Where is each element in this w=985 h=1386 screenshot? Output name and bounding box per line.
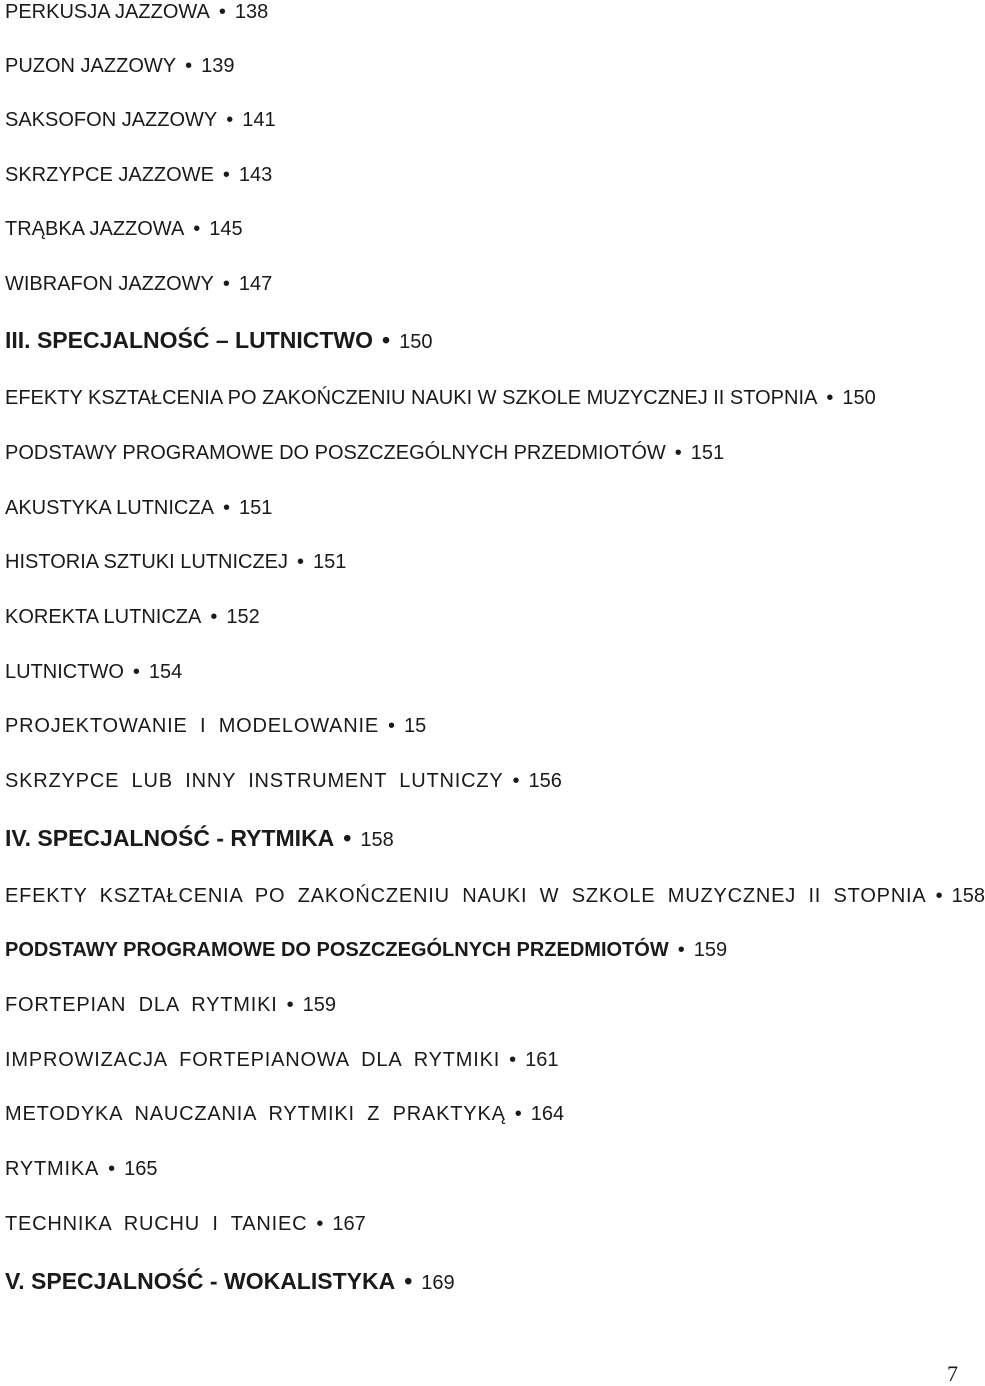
bullet-icon: •	[512, 770, 520, 792]
toc-entry-title: AKUSTYKA LUTNICZA	[5, 497, 214, 519]
toc-entry-saksofon-jazzowy	[5, 108, 276, 132]
toc-entry-title: EFEKTY KSZTAŁCENIA PO ZAKOŃCZENIU NAUKI W SZKOLE MUZYCZNEJ II STOPNIA	[5, 387, 818, 409]
bullet-icon: •	[132, 661, 140, 683]
toc-entry-title: PROJEKTOWANIE I MODELOWANIE	[5, 715, 380, 737]
toc-entry-title: HISTORIA SZTUKI LUTNICZEJ	[5, 551, 288, 573]
toc-entry-page: 159	[302, 994, 336, 1016]
toc-entry-title: PUZON JAZZOWY	[5, 55, 177, 77]
toc-entry-title: FORTEPIAN DLA RYTMIKI	[5, 994, 278, 1016]
toc-entry-page: 165	[124, 1158, 158, 1180]
toc-entry-title: KOREKTA LUTNICZA	[5, 606, 202, 628]
bullet-icon: •	[677, 939, 685, 961]
toc-entry-page: 169	[421, 1272, 455, 1294]
toc-entry-page: 159	[693, 939, 728, 961]
toc-entry-skrzypce-jazzowe	[5, 163, 272, 187]
toc-entry-lutnictwo	[5, 660, 182, 684]
bullet-icon: •	[222, 273, 230, 295]
toc-heading-title: III. SPECJALNOŚĆ – LUTNICTWO	[5, 327, 374, 353]
toc-entry-page: 161	[525, 1049, 559, 1071]
toc-entry-page: 139	[201, 55, 235, 77]
toc-entry-page: 141	[242, 109, 276, 131]
toc-entry-page: 152	[226, 606, 260, 628]
toc-entry-wibrafon-jazzowy	[5, 272, 272, 296]
toc-entry-perkusja-jazzowa	[5, 0, 268, 24]
toc-entry-title: TECHNIKA RUCHU I TANIEC	[5, 1213, 308, 1235]
toc-entry-page: 167	[332, 1213, 366, 1235]
toc-heading-title: V. SPECJALNOŚĆ - WOKALISTYKA	[5, 1268, 396, 1294]
bullet-icon: •	[509, 1049, 517, 1071]
bullet-icon: •	[674, 442, 682, 464]
toc-heading-title: IV. SPECJALNOŚĆ - RYTMIKA	[5, 825, 335, 851]
toc-entry-page: 151	[238, 497, 273, 519]
toc-heading-lutnictwo	[5, 328, 432, 354]
bullet-icon: •	[185, 55, 193, 77]
toc-entry-page: 145	[209, 218, 243, 240]
toc-entry-title: WIBRAFON JAZZOWY	[5, 273, 214, 295]
bullet-icon: •	[297, 551, 305, 573]
bullet-icon: •	[226, 109, 234, 131]
bullet-icon: •	[382, 327, 391, 353]
toc-entry-podstawy-lutnictwo	[5, 441, 724, 465]
bullet-icon: •	[514, 1103, 522, 1125]
bullet-icon: •	[404, 1268, 413, 1294]
toc-entry-title: EFEKTY KSZTAŁCENIA PO ZAKOŃCZENIU NAUKI W SZKOLE MUZYCZNEJ II STOPNIA	[5, 885, 927, 907]
toc-entry-page: 150	[399, 331, 433, 353]
toc-entry-korekta-lutnicza	[5, 605, 260, 629]
toc-entry-title: SKRZYPCE JAZZOWE	[5, 164, 214, 186]
toc-entry-page: 15	[404, 715, 427, 737]
toc-entry-title: IMPROWIZACJA FORTEPIANOWA DLA RYTMIKI	[5, 1049, 501, 1071]
toc-entry-page: 150	[842, 387, 876, 409]
bullet-icon: •	[222, 164, 230, 186]
toc-entry-page: 158	[951, 885, 985, 907]
bullet-icon: •	[193, 218, 201, 240]
bullet-icon: •	[222, 497, 230, 519]
bullet-icon: •	[286, 994, 294, 1016]
toc-entry-title: PODSTAWY PROGRAMOWE DO POSZCZEGÓLNYCH PRZEDMIOTÓW	[5, 442, 666, 464]
toc-entry-trabka-jazzowa	[5, 217, 243, 241]
toc-entry-fortepian-dla-rytmiki	[5, 993, 336, 1017]
toc-entry-page: 151	[313, 551, 347, 573]
toc-entry-page: 156	[528, 770, 562, 792]
toc-entry-historia-sztuki-lutniczej	[5, 550, 346, 574]
bullet-icon: •	[826, 387, 834, 409]
bullet-icon: •	[388, 715, 396, 737]
page-number: 7	[947, 1361, 958, 1386]
toc-entry-title: TRĄBKA JAZZOWA	[5, 218, 185, 240]
toc-entry-metodyka	[5, 1102, 564, 1126]
toc-entry-title: SAKSOFON JAZZOWY	[5, 109, 218, 131]
toc-entry-puzon-jazzowy	[5, 54, 235, 78]
toc-entry-title: RYTMIKA	[5, 1158, 100, 1180]
toc-entry-title: LUTNICTWO	[5, 661, 124, 683]
bullet-icon: •	[218, 1, 226, 23]
toc-entry-title: SKRZYPCE LUB INNY INSTRUMENT LUTNICZY	[5, 770, 504, 792]
toc-entry-title: PERKUSJA JAZZOWA	[5, 1, 210, 23]
toc-entry-rytmika	[5, 1157, 158, 1181]
toc-entry-page: 158	[360, 829, 394, 851]
toc-entry-akustyka-lutnicza	[5, 496, 272, 520]
toc-entry-efekty-rytmika	[5, 884, 985, 908]
toc-entry-page: 154	[148, 661, 183, 683]
toc-entry-page: 143	[238, 164, 273, 186]
toc-heading-wokalistyka	[5, 1269, 455, 1295]
toc-entry-title: PODSTAWY PROGRAMOWE DO POSZCZEGÓLNYCH PRZEDMIOTÓW	[5, 939, 669, 961]
toc-entry-podstawy-rytmika	[5, 938, 727, 962]
bullet-icon: •	[108, 1158, 116, 1180]
toc-entry-efekty-lutnictwo	[5, 386, 876, 410]
bullet-icon: •	[343, 825, 352, 851]
toc-entry-page: 164	[530, 1103, 565, 1125]
toc-entry-projektowanie	[5, 714, 426, 738]
toc-entry-page: 147	[238, 273, 273, 295]
toc-entry-skrzypce-lub-inny	[5, 769, 562, 793]
toc-entry-page: 138	[234, 1, 269, 23]
toc-entry-title: METODYKA NAUCZANIA RYTMIKI Z PRAKTYKĄ	[5, 1103, 506, 1125]
toc-heading-rytmika	[5, 826, 394, 852]
toc-entry-improwizacja	[5, 1048, 558, 1072]
bullet-icon: •	[210, 606, 218, 628]
toc-entry-technika-ruchu	[5, 1212, 366, 1236]
bullet-icon: •	[935, 885, 943, 907]
bullet-icon: •	[316, 1213, 324, 1235]
toc-entry-page: 151	[690, 442, 725, 464]
